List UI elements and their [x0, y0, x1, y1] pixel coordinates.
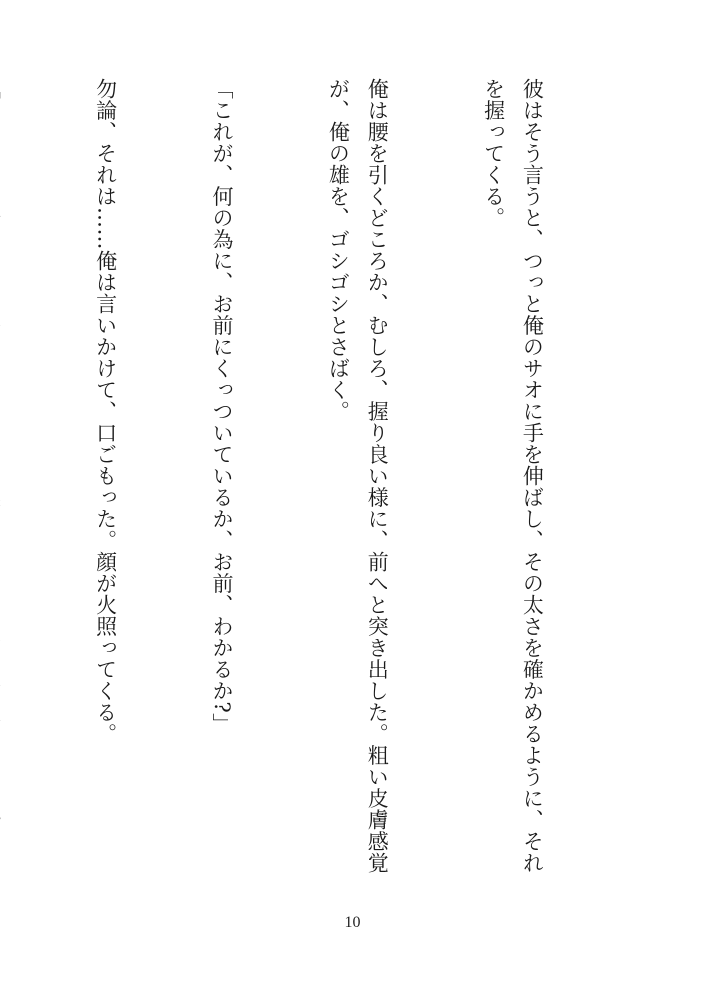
paragraph-3: 「これが、何の為に、お前にくっついているか、お前、わかるか?」 [210, 78, 235, 735]
page-number: 10 [344, 914, 361, 931]
paragraph-2: 俺は腰を引くどころか、むしろ、握り良い様に、前へと突き出した。粗い皮膚感覚が、俺の雄を、ゴシゴシとさばく。 [326, 78, 390, 874]
paragraph-5 [0, 78, 8, 890]
paragraph-4: 勿論、それは……俺は言いかけて、口ごもった。顔が火照ってくる。 [93, 78, 118, 745]
vertical-text-body [69, 78, 629, 890]
paragraph-1: 彼はそう言うと、つっと俺のサオに手を伸ばし、その太さを確かめるように、それを握ってくる。 [481, 78, 545, 874]
